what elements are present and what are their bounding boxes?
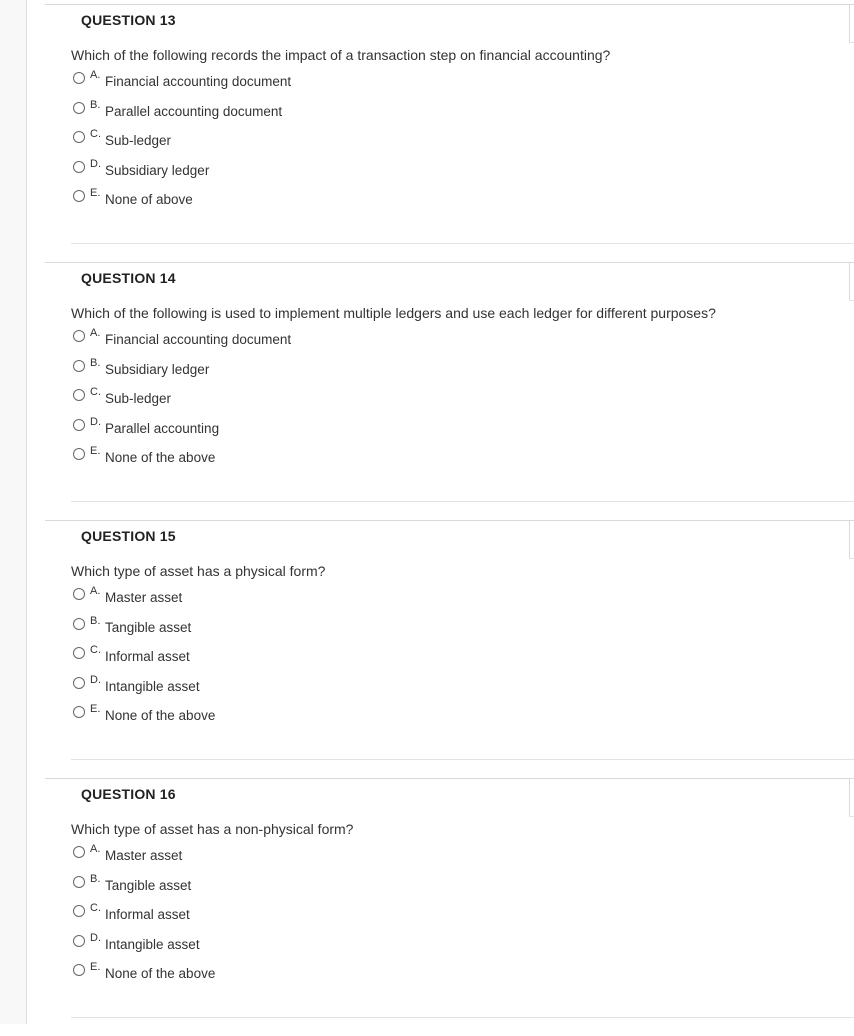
option-label[interactable]: Sub-ledger: [105, 133, 172, 148]
option-label[interactable]: None of above: [105, 192, 193, 207]
radio-button[interactable]: [73, 389, 85, 401]
option-label[interactable]: Financial accounting document: [105, 332, 292, 347]
radio-button[interactable]: [73, 964, 85, 976]
option-b[interactable]: [73, 100, 473, 124]
option-letter: A.: [90, 843, 101, 855]
option-e[interactable]: [73, 704, 473, 728]
points-box: [849, 262, 854, 301]
option-label[interactable]: Parallel accounting document: [105, 104, 283, 119]
option-letter: C.: [90, 128, 101, 140]
option-a[interactable]: [73, 328, 473, 352]
radio-button[interactable]: [73, 161, 85, 173]
option-c[interactable]: [73, 645, 473, 669]
radio-button[interactable]: [73, 935, 85, 947]
question-title: QUESTION 16: [81, 786, 176, 802]
question-14: [45, 262, 854, 520]
option-letter: B.: [90, 357, 101, 369]
question-divider: [71, 243, 854, 244]
option-d[interactable]: [73, 933, 473, 957]
question-header-line: [45, 262, 854, 263]
option-letter: D.: [90, 158, 101, 170]
option-label[interactable]: Tangible asset: [105, 620, 192, 635]
option-letter: E.: [90, 961, 101, 973]
question-prompt: Which type of asset has a non-physical form?: [71, 821, 354, 837]
radio-button[interactable]: [73, 677, 85, 689]
option-label[interactable]: None of the above: [105, 708, 216, 723]
option-label[interactable]: Master asset: [105, 848, 183, 863]
question-header-line: [45, 4, 854, 5]
option-label[interactable]: Sub-ledger: [105, 391, 172, 406]
option-label[interactable]: None of the above: [105, 450, 216, 465]
question-prompt: Which of the following is used to implement multiple ledgers and use each ledger for different purposes?: [71, 305, 716, 321]
radio-button[interactable]: [73, 876, 85, 888]
option-label[interactable]: Tangible asset: [105, 878, 192, 893]
option-letter: A.: [90, 327, 101, 339]
option-letter: C.: [90, 644, 101, 656]
option-label[interactable]: Master asset: [105, 590, 183, 605]
option-label[interactable]: Informal asset: [105, 649, 190, 664]
option-label[interactable]: Subsidiary ledger: [105, 362, 210, 377]
question-prompt: Which of the following records the impact of a transaction step on financial accounting?: [71, 47, 611, 63]
option-label[interactable]: Financial accounting document: [105, 74, 292, 89]
radio-button[interactable]: [73, 102, 85, 114]
question-13: [45, 4, 854, 262]
question-divider: [71, 759, 854, 760]
option-letter: E.: [90, 187, 101, 199]
radio-button[interactable]: [73, 131, 85, 143]
radio-button[interactable]: [73, 448, 85, 460]
option-letter: E.: [90, 703, 101, 715]
radio-button[interactable]: [73, 647, 85, 659]
question-divider: [71, 501, 854, 502]
points-box: [849, 520, 854, 559]
option-e[interactable]: [73, 188, 473, 212]
question-title: QUESTION 13: [81, 12, 176, 28]
radio-button[interactable]: [73, 360, 85, 372]
option-d[interactable]: [73, 159, 473, 183]
question-prompt: Which type of asset has a physical form?: [71, 563, 326, 579]
radio-button[interactable]: [73, 588, 85, 600]
option-letter: B.: [90, 873, 101, 885]
option-letter: A.: [90, 585, 101, 597]
option-a[interactable]: [73, 586, 473, 610]
radio-button[interactable]: [73, 330, 85, 342]
option-letter: B.: [90, 99, 101, 111]
option-e[interactable]: [73, 446, 473, 470]
radio-button[interactable]: [73, 419, 85, 431]
question-title: QUESTION 14: [81, 270, 176, 286]
option-e[interactable]: [73, 962, 473, 986]
option-label[interactable]: Intangible asset: [105, 937, 200, 952]
option-label[interactable]: Parallel accounting: [105, 421, 220, 436]
points-box: [849, 778, 854, 817]
option-b[interactable]: [73, 616, 473, 640]
option-d[interactable]: [73, 675, 473, 699]
question-header-line: [45, 778, 854, 779]
radio-button[interactable]: [73, 905, 85, 917]
question-divider: [71, 1017, 854, 1018]
question-header-line: [45, 520, 854, 521]
radio-button[interactable]: [73, 706, 85, 718]
option-letter: D.: [90, 416, 101, 428]
option-b[interactable]: [73, 874, 473, 898]
option-d[interactable]: [73, 417, 473, 441]
radio-button[interactable]: [73, 846, 85, 858]
option-b[interactable]: [73, 358, 473, 382]
option-a[interactable]: [73, 844, 473, 868]
option-a[interactable]: [73, 70, 473, 94]
option-label[interactable]: Intangible asset: [105, 679, 200, 694]
option-c[interactable]: [73, 387, 473, 411]
radio-button[interactable]: [73, 72, 85, 84]
question-16: [45, 778, 854, 1036]
left-gutter: [0, 0, 27, 1024]
option-letter: C.: [90, 902, 101, 914]
points-box: [849, 4, 854, 43]
radio-button[interactable]: [73, 618, 85, 630]
option-c[interactable]: [73, 129, 473, 153]
option-letter: B.: [90, 615, 101, 627]
option-label[interactable]: None of the above: [105, 966, 216, 981]
radio-button[interactable]: [73, 190, 85, 202]
option-label[interactable]: Subsidiary ledger: [105, 163, 210, 178]
option-letter: E.: [90, 445, 101, 457]
question-15: [45, 520, 854, 778]
question-title: QUESTION 15: [81, 528, 176, 544]
option-letter: D.: [90, 932, 101, 944]
option-c[interactable]: [73, 903, 473, 927]
option-letter: C.: [90, 386, 101, 398]
option-letter: A.: [90, 69, 101, 81]
option-letter: D.: [90, 674, 101, 686]
option-label[interactable]: Informal asset: [105, 907, 190, 922]
